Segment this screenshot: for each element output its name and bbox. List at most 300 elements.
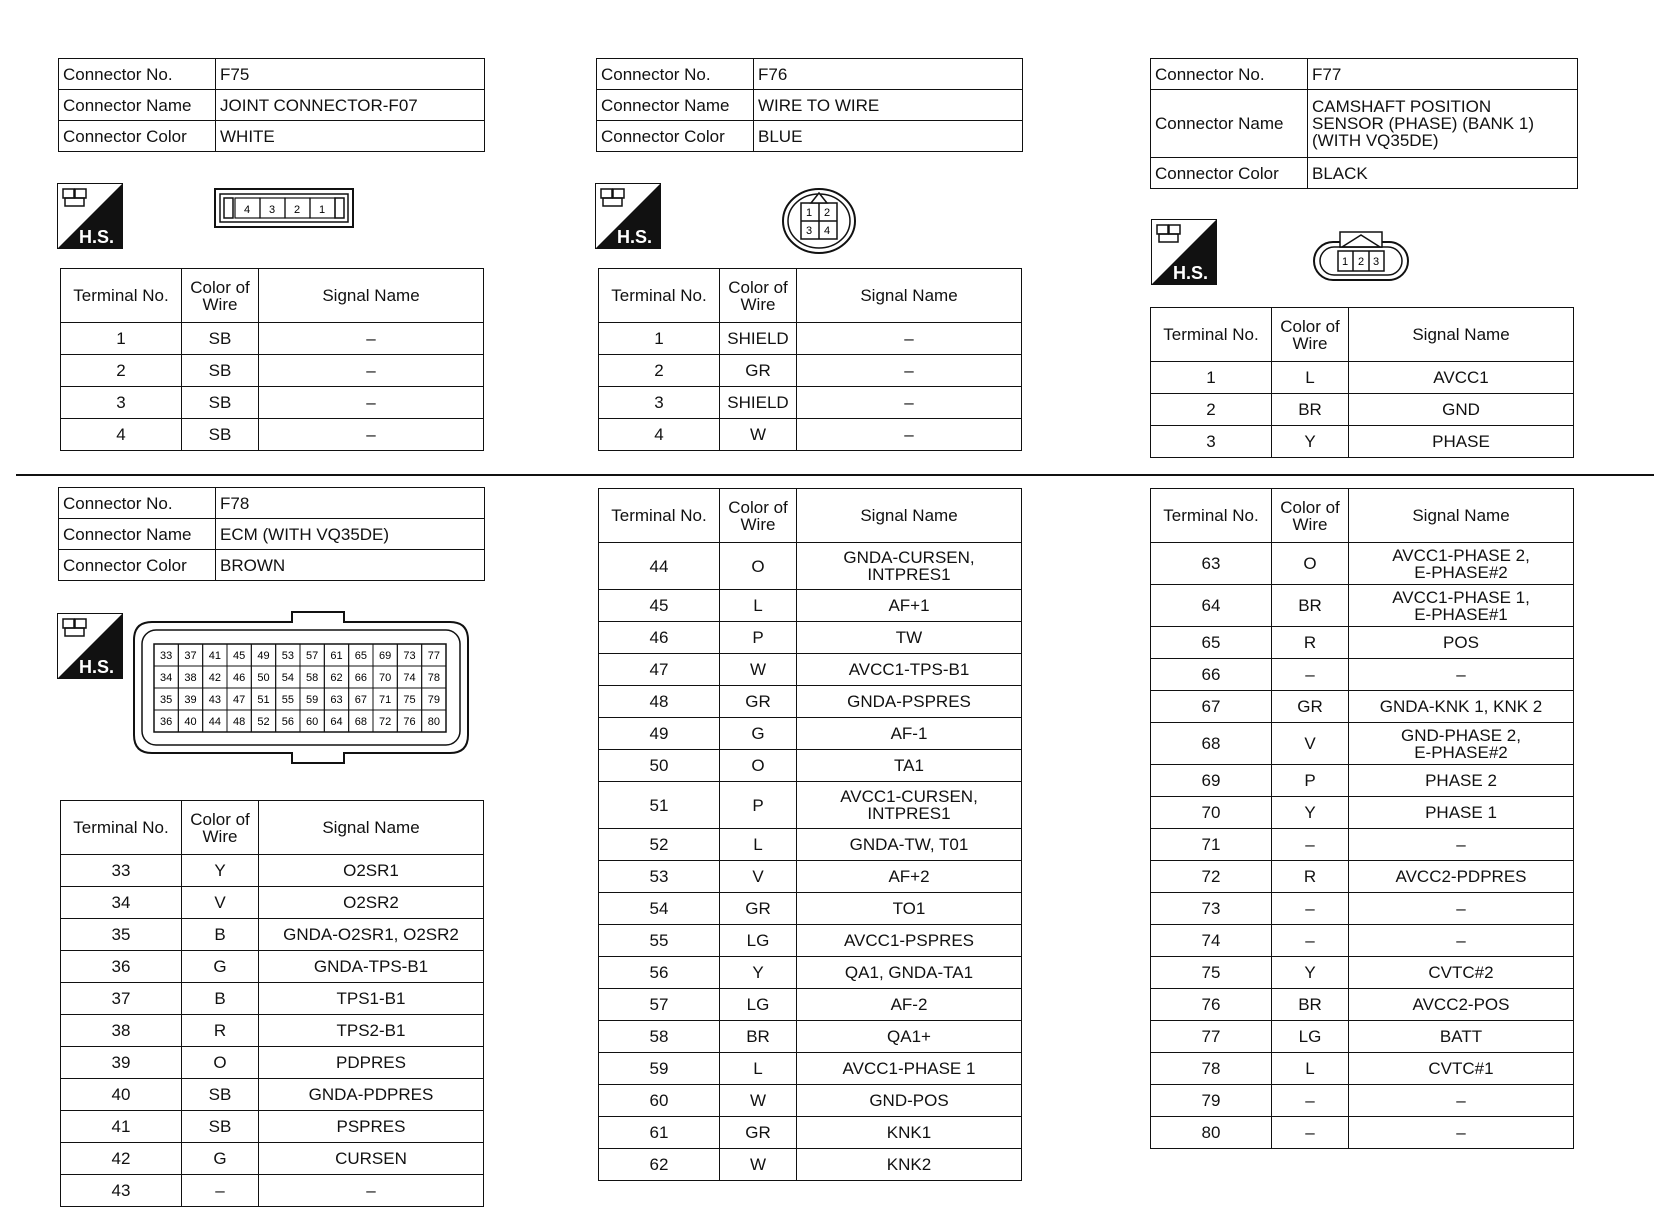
f77-connector-name: CAMSHAFT POSITION SENSOR (PHASE) (BANK 1) (WITH VQ35DE) bbox=[1308, 90, 1578, 158]
wire-color-cell: W bbox=[720, 654, 797, 686]
terminal-no-header: Terminal No. bbox=[61, 801, 182, 855]
signal-name-cell: – bbox=[259, 355, 484, 387]
terminal-no-cell: 42 bbox=[61, 1143, 182, 1175]
signal-name-cell: – bbox=[1349, 1085, 1574, 1117]
terminal-no-cell: 3 bbox=[61, 387, 182, 419]
table-row bbox=[599, 1117, 1022, 1149]
signal-name-cell: GNDA-TW, T01 bbox=[797, 829, 1022, 861]
signal-name-cell: – bbox=[797, 323, 1022, 355]
signal-name-header: Signal Name bbox=[797, 269, 1022, 323]
terminal-no-cell: 1 bbox=[1151, 362, 1272, 394]
table-row bbox=[1151, 426, 1574, 458]
signal-name-header: Signal Name bbox=[797, 489, 1022, 543]
wire-color-header: Color of Wire bbox=[1272, 308, 1349, 362]
terminal-no-cell: 49 bbox=[599, 718, 720, 750]
f78-connector-color: BROWN bbox=[216, 550, 485, 581]
f76-pin: 3 bbox=[806, 225, 813, 237]
terminal-no-header: Terminal No. bbox=[61, 269, 182, 323]
signal-name-cell: AF+1 bbox=[797, 590, 1022, 622]
wire-color-cell: LG bbox=[720, 989, 797, 1021]
f78-pin: 70 bbox=[379, 672, 392, 684]
terminal-no-cell: 2 bbox=[61, 355, 182, 387]
wire-color-cell: B bbox=[182, 919, 259, 951]
f78-pin: 55 bbox=[281, 694, 294, 706]
table-row bbox=[1151, 585, 1574, 627]
table-row bbox=[1151, 957, 1574, 989]
f78-rows-b bbox=[599, 543, 1022, 1181]
terminal-no-cell: 76 bbox=[1151, 989, 1272, 1021]
wire-color-cell: L bbox=[720, 1053, 797, 1085]
wire-color-cell: Y bbox=[720, 957, 797, 989]
terminal-no-cell: 61 bbox=[599, 1117, 720, 1149]
signal-name-cell: BATT bbox=[1349, 1021, 1574, 1053]
terminal-no-cell: 58 bbox=[599, 1021, 720, 1053]
wire-color-cell: L bbox=[720, 590, 797, 622]
signal-name-cell: PSPRES bbox=[259, 1111, 484, 1143]
wire-color-cell: GR bbox=[720, 355, 797, 387]
f78-pin: 57 bbox=[306, 650, 319, 662]
table-row bbox=[599, 419, 1022, 451]
signal-name-cell: AVCC2-POS bbox=[1349, 989, 1574, 1021]
table-row bbox=[599, 925, 1022, 957]
f75-connector-name: JOINT CONNECTOR-F07 bbox=[216, 90, 485, 121]
wire-color-cell: Y bbox=[1272, 957, 1349, 989]
hs-label: H.S. bbox=[617, 227, 653, 247]
label-connector-color: Connector Color bbox=[1151, 158, 1308, 189]
f78-pin: 44 bbox=[208, 716, 221, 728]
table-row bbox=[1151, 394, 1574, 426]
terminal-no-cell: 70 bbox=[1151, 797, 1272, 829]
table-row bbox=[1151, 659, 1574, 691]
terminal-no-cell: 57 bbox=[599, 989, 720, 1021]
label-connector-color: Connector Color bbox=[59, 121, 216, 152]
terminal-no-cell: 2 bbox=[1151, 394, 1272, 426]
signal-name-cell: GNDA-TPS-B1 bbox=[259, 951, 484, 983]
signal-name-cell: AVCC1-TPS-B1 bbox=[797, 654, 1022, 686]
f78-pin: 63 bbox=[330, 694, 343, 706]
table-row bbox=[599, 590, 1022, 622]
signal-name-cell: AVCC2-PDPRES bbox=[1349, 861, 1574, 893]
f77-rows bbox=[1151, 362, 1574, 458]
f77-info-table bbox=[1150, 58, 1578, 189]
f78-pin: 60 bbox=[306, 716, 319, 728]
f78-pin: 49 bbox=[257, 650, 270, 662]
terminal-no-cell: 40 bbox=[61, 1079, 182, 1111]
f78-pin: 33 bbox=[160, 650, 173, 662]
table-row bbox=[1151, 861, 1574, 893]
f78-pin: 75 bbox=[403, 694, 416, 706]
f77-connector-diagram bbox=[1312, 222, 1410, 284]
f78-pin: 41 bbox=[208, 650, 221, 662]
signal-name-cell: – bbox=[259, 419, 484, 451]
f78-pin: 43 bbox=[208, 694, 221, 706]
terminal-no-cell: 66 bbox=[1151, 659, 1272, 691]
f75-pin: 1 bbox=[319, 204, 326, 216]
wire-color-cell: BR bbox=[1272, 989, 1349, 1021]
wire-color-cell: BR bbox=[720, 1021, 797, 1053]
f78-pin: 40 bbox=[184, 716, 197, 728]
signal-name-cell: – bbox=[1349, 925, 1574, 957]
signal-name-cell: GNDA-CURSEN, INTPRES1 bbox=[797, 543, 1022, 590]
table-row bbox=[599, 1021, 1022, 1053]
f75-rows bbox=[61, 323, 484, 451]
label-connector-name: Connector Name bbox=[597, 90, 754, 121]
signal-name-cell: AVCC1-CURSEN, INTPRES1 bbox=[797, 782, 1022, 829]
terminal-no-cell: 51 bbox=[599, 782, 720, 829]
terminal-no-cell: 37 bbox=[61, 983, 182, 1015]
f78-rows-a bbox=[61, 855, 484, 1207]
terminal-no-cell: 50 bbox=[599, 750, 720, 782]
terminal-no-cell: 73 bbox=[1151, 893, 1272, 925]
table-row bbox=[599, 355, 1022, 387]
wire-color-cell: G bbox=[182, 1143, 259, 1175]
signal-name-cell: AF+2 bbox=[797, 861, 1022, 893]
table-row bbox=[1151, 925, 1574, 957]
wire-color-cell: GR bbox=[720, 893, 797, 925]
signal-name-cell: AVCC1-PSPRES bbox=[797, 925, 1022, 957]
f78-pin: 39 bbox=[184, 694, 197, 706]
hs-icon bbox=[1151, 219, 1217, 285]
signal-name-header: Signal Name bbox=[259, 801, 484, 855]
hs-label: H.S. bbox=[1173, 263, 1209, 283]
wire-color-cell: L bbox=[1272, 362, 1349, 394]
table-row bbox=[61, 951, 484, 983]
wire-color-cell: B bbox=[182, 983, 259, 1015]
wire-color-cell: – bbox=[1272, 1117, 1349, 1149]
f75-pin: 4 bbox=[244, 204, 251, 216]
f78-pin: 73 bbox=[403, 650, 416, 662]
f77-pin: 3 bbox=[1373, 256, 1380, 268]
signal-name-cell: QA1+ bbox=[797, 1021, 1022, 1053]
signal-name-cell: TO1 bbox=[797, 893, 1022, 925]
f78-pin: 42 bbox=[208, 672, 221, 684]
f78-pin: 72 bbox=[379, 716, 392, 728]
table-row bbox=[599, 861, 1022, 893]
signal-name-cell: GND-POS bbox=[797, 1085, 1022, 1117]
wire-color-cell: SHIELD bbox=[720, 323, 797, 355]
f77-terminal-table bbox=[1150, 307, 1574, 458]
terminal-no-cell: 56 bbox=[599, 957, 720, 989]
hs-icon bbox=[57, 613, 123, 679]
f78-pin: 76 bbox=[403, 716, 416, 728]
wire-color-cell: SB bbox=[182, 1079, 259, 1111]
terminal-no-cell: 71 bbox=[1151, 829, 1272, 861]
signal-name-cell: CURSEN bbox=[259, 1143, 484, 1175]
terminal-no-header: Terminal No. bbox=[599, 269, 720, 323]
wire-color-cell: SB bbox=[182, 419, 259, 451]
terminal-no-cell: 65 bbox=[1151, 627, 1272, 659]
f76-pin: 1 bbox=[806, 207, 813, 219]
f78-connector-name: ECM (WITH VQ35DE) bbox=[216, 519, 485, 550]
wire-color-cell: L bbox=[1272, 1053, 1349, 1085]
table-row bbox=[599, 893, 1022, 925]
terminal-no-header: Terminal No. bbox=[599, 489, 720, 543]
terminal-no-cell: 35 bbox=[61, 919, 182, 951]
signal-name-header: Signal Name bbox=[259, 269, 484, 323]
terminal-no-cell: 63 bbox=[1151, 543, 1272, 585]
signal-name-cell: TA1 bbox=[797, 750, 1022, 782]
signal-name-cell: – bbox=[259, 1175, 484, 1207]
signal-name-cell: PHASE 1 bbox=[1349, 797, 1574, 829]
table-row bbox=[599, 989, 1022, 1021]
f78-pin: 50 bbox=[257, 672, 270, 684]
terminal-no-header: Terminal No. bbox=[1151, 489, 1272, 543]
terminal-no-cell: 72 bbox=[1151, 861, 1272, 893]
terminal-no-cell: 4 bbox=[61, 419, 182, 451]
table-row bbox=[61, 1111, 484, 1143]
terminal-no-cell: 53 bbox=[599, 861, 720, 893]
wire-color-cell: O bbox=[182, 1047, 259, 1079]
f78-pin: 56 bbox=[281, 716, 294, 728]
signal-name-cell: KNK1 bbox=[797, 1117, 1022, 1149]
f75-pin: 3 bbox=[269, 204, 276, 216]
f76-info-table bbox=[596, 58, 1023, 152]
signal-name-cell: – bbox=[259, 323, 484, 355]
f78-pin: 74 bbox=[403, 672, 416, 684]
f78-pin: 35 bbox=[160, 694, 173, 706]
terminal-no-cell: 62 bbox=[599, 1149, 720, 1181]
label-connector-no: Connector No. bbox=[1151, 59, 1308, 90]
f76-pin: 2 bbox=[824, 207, 831, 219]
table-row bbox=[1151, 627, 1574, 659]
label-connector-no: Connector No. bbox=[597, 59, 754, 90]
wire-color-header: Color of Wire bbox=[720, 269, 797, 323]
wire-color-cell: BR bbox=[1272, 585, 1349, 627]
f78-pin: 45 bbox=[233, 650, 246, 662]
label-connector-color: Connector Color bbox=[59, 550, 216, 581]
table-row bbox=[1151, 765, 1574, 797]
signal-name-cell: AF-2 bbox=[797, 989, 1022, 1021]
terminal-no-cell: 4 bbox=[599, 419, 720, 451]
f76-rows bbox=[599, 323, 1022, 451]
signal-name-cell: PHASE 2 bbox=[1349, 765, 1574, 797]
hs-icon bbox=[57, 183, 123, 249]
table-row bbox=[1151, 1117, 1574, 1149]
label-connector-no: Connector No. bbox=[59, 59, 216, 90]
signal-name-cell: – bbox=[797, 387, 1022, 419]
f76-connector-color: BLUE bbox=[754, 121, 1023, 152]
signal-name-cell: O2SR1 bbox=[259, 855, 484, 887]
terminal-no-cell: 64 bbox=[1151, 585, 1272, 627]
wire-color-cell: – bbox=[1272, 925, 1349, 957]
f78-connector-diagram bbox=[132, 610, 470, 765]
table-row bbox=[1151, 1021, 1574, 1053]
table-row bbox=[61, 855, 484, 887]
signal-name-cell: AVCC1 bbox=[1349, 362, 1574, 394]
wire-color-cell: V bbox=[1272, 723, 1349, 765]
terminal-no-header: Terminal No. bbox=[1151, 308, 1272, 362]
terminal-no-cell: 47 bbox=[599, 654, 720, 686]
wire-color-cell: – bbox=[1272, 829, 1349, 861]
f78-pin: 59 bbox=[306, 694, 319, 706]
signal-name-cell: GNDA-O2SR1, O2SR2 bbox=[259, 919, 484, 951]
f75-pin: 2 bbox=[294, 204, 301, 216]
table-row bbox=[599, 686, 1022, 718]
table-row bbox=[61, 1015, 484, 1047]
wire-color-cell: SB bbox=[182, 323, 259, 355]
signal-name-cell: O2SR2 bbox=[259, 887, 484, 919]
table-row bbox=[1151, 1085, 1574, 1117]
terminal-no-cell: 46 bbox=[599, 622, 720, 654]
signal-name-cell: GNDA-KNK 1, KNK 2 bbox=[1349, 691, 1574, 723]
table-row bbox=[599, 543, 1022, 590]
wire-color-cell: SB bbox=[182, 355, 259, 387]
terminal-no-cell: 38 bbox=[61, 1015, 182, 1047]
terminal-no-cell: 34 bbox=[61, 887, 182, 919]
wire-color-header: Color of Wire bbox=[720, 489, 797, 543]
f78-pin: 58 bbox=[306, 672, 319, 684]
f77-pin: 2 bbox=[1358, 256, 1365, 268]
terminal-no-cell: 41 bbox=[61, 1111, 182, 1143]
table-row bbox=[1151, 362, 1574, 394]
signal-name-cell: – bbox=[797, 355, 1022, 387]
terminal-no-cell: 45 bbox=[599, 590, 720, 622]
f78-pin: 47 bbox=[233, 694, 246, 706]
table-row bbox=[61, 387, 484, 419]
wire-color-cell: G bbox=[720, 718, 797, 750]
f75-terminal-table bbox=[60, 268, 484, 451]
table-row bbox=[599, 1085, 1022, 1117]
f78-pin: 48 bbox=[233, 716, 246, 728]
terminal-no-cell: 54 bbox=[599, 893, 720, 925]
signal-name-cell: AVCC1-PHASE 2, E-PHASE#2 bbox=[1349, 543, 1574, 585]
signal-name-cell: CVTC#2 bbox=[1349, 957, 1574, 989]
table-row bbox=[61, 1047, 484, 1079]
signal-name-cell: KNK2 bbox=[797, 1149, 1022, 1181]
f78-rows-c bbox=[1151, 543, 1574, 1149]
wire-color-cell: GR bbox=[1272, 691, 1349, 723]
wire-color-cell: BR bbox=[1272, 394, 1349, 426]
table-row bbox=[1151, 893, 1574, 925]
f78-terminal-table-b bbox=[598, 488, 1022, 1181]
table-row bbox=[61, 1143, 484, 1175]
terminal-no-cell: 39 bbox=[61, 1047, 182, 1079]
f78-pin: 71 bbox=[379, 694, 392, 706]
f77-connector-no: F77 bbox=[1308, 59, 1578, 90]
f78-pin: 37 bbox=[184, 650, 197, 662]
table-row bbox=[61, 983, 484, 1015]
label-connector-name: Connector Name bbox=[1151, 90, 1308, 158]
terminal-no-cell: 74 bbox=[1151, 925, 1272, 957]
wire-color-cell: L bbox=[720, 829, 797, 861]
terminal-no-cell: 2 bbox=[599, 355, 720, 387]
signal-name-cell: – bbox=[259, 387, 484, 419]
f78-pin: 68 bbox=[354, 716, 367, 728]
table-row bbox=[599, 829, 1022, 861]
f78-terminal-table-a bbox=[60, 800, 484, 1207]
table-row bbox=[1151, 829, 1574, 861]
wire-color-cell: SB bbox=[182, 387, 259, 419]
wire-color-cell: – bbox=[1272, 659, 1349, 691]
terminal-no-cell: 44 bbox=[599, 543, 720, 590]
wire-color-cell: – bbox=[182, 1175, 259, 1207]
table-row bbox=[599, 718, 1022, 750]
signal-name-cell: AVCC1-PHASE 1, E-PHASE#1 bbox=[1349, 585, 1574, 627]
f78-pin: 54 bbox=[281, 672, 294, 684]
label-connector-name: Connector Name bbox=[59, 519, 216, 550]
f78-pin: 67 bbox=[354, 694, 367, 706]
f77-connector-color: BLACK bbox=[1308, 158, 1578, 189]
terminal-no-cell: 79 bbox=[1151, 1085, 1272, 1117]
table-row bbox=[61, 323, 484, 355]
terminal-no-cell: 1 bbox=[599, 323, 720, 355]
table-row bbox=[1151, 797, 1574, 829]
wire-color-cell: GR bbox=[720, 686, 797, 718]
table-row bbox=[61, 355, 484, 387]
wire-color-cell: – bbox=[1272, 893, 1349, 925]
table-row bbox=[61, 1175, 484, 1207]
signal-name-cell: TW bbox=[797, 622, 1022, 654]
terminal-no-cell: 48 bbox=[599, 686, 720, 718]
table-row bbox=[61, 419, 484, 451]
terminal-no-cell: 75 bbox=[1151, 957, 1272, 989]
terminal-no-cell: 68 bbox=[1151, 723, 1272, 765]
table-row bbox=[1151, 989, 1574, 1021]
table-row bbox=[599, 782, 1022, 829]
wire-color-cell: W bbox=[720, 1085, 797, 1117]
hs-label: H.S. bbox=[79, 657, 115, 677]
f78-pin: 80 bbox=[427, 716, 440, 728]
f78-connector-no: F78 bbox=[216, 488, 485, 519]
wire-color-cell: SHIELD bbox=[720, 387, 797, 419]
signal-name-cell: PDPRES bbox=[259, 1047, 484, 1079]
terminal-no-cell: 80 bbox=[1151, 1117, 1272, 1149]
f78-pin: 53 bbox=[281, 650, 294, 662]
table-row bbox=[1151, 543, 1574, 585]
f78-pin: 69 bbox=[379, 650, 392, 662]
wire-color-cell: LG bbox=[720, 925, 797, 957]
signal-name-cell: – bbox=[1349, 893, 1574, 925]
table-row bbox=[61, 887, 484, 919]
f78-pin: 38 bbox=[184, 672, 197, 684]
table-row bbox=[61, 1079, 484, 1111]
wire-color-cell: O bbox=[720, 543, 797, 590]
terminal-no-cell: 69 bbox=[1151, 765, 1272, 797]
table-row bbox=[599, 1053, 1022, 1085]
signal-name-cell: PHASE bbox=[1349, 426, 1574, 458]
f76-connector-no: F76 bbox=[754, 59, 1023, 90]
wire-color-cell: P bbox=[1272, 765, 1349, 797]
signal-name-cell: GND-PHASE 2, E-PHASE#2 bbox=[1349, 723, 1574, 765]
wire-color-cell: GR bbox=[720, 1117, 797, 1149]
label-connector-no: Connector No. bbox=[59, 488, 216, 519]
terminal-no-cell: 67 bbox=[1151, 691, 1272, 723]
f76-pin: 4 bbox=[824, 225, 831, 237]
terminal-no-cell: 77 bbox=[1151, 1021, 1272, 1053]
f78-terminal-table-c bbox=[1150, 488, 1574, 1149]
signal-name-cell: POS bbox=[1349, 627, 1574, 659]
wire-color-cell: R bbox=[1272, 627, 1349, 659]
signal-name-cell: GND bbox=[1349, 394, 1574, 426]
terminal-no-cell: 43 bbox=[61, 1175, 182, 1207]
signal-name-cell: – bbox=[1349, 829, 1574, 861]
terminal-no-cell: 36 bbox=[61, 951, 182, 983]
wire-color-cell: W bbox=[720, 419, 797, 451]
signal-name-cell: – bbox=[1349, 659, 1574, 691]
terminal-no-cell: 1 bbox=[61, 323, 182, 355]
table-row bbox=[599, 1149, 1022, 1181]
terminal-no-cell: 33 bbox=[61, 855, 182, 887]
wire-color-cell: SB bbox=[182, 1111, 259, 1143]
f78-pin: 62 bbox=[330, 672, 343, 684]
table-row bbox=[599, 750, 1022, 782]
wire-color-cell: V bbox=[182, 887, 259, 919]
wire-color-cell: W bbox=[720, 1149, 797, 1181]
terminal-no-cell: 52 bbox=[599, 829, 720, 861]
signal-name-cell: – bbox=[797, 419, 1022, 451]
table-row bbox=[599, 387, 1022, 419]
wire-color-cell: LG bbox=[1272, 1021, 1349, 1053]
